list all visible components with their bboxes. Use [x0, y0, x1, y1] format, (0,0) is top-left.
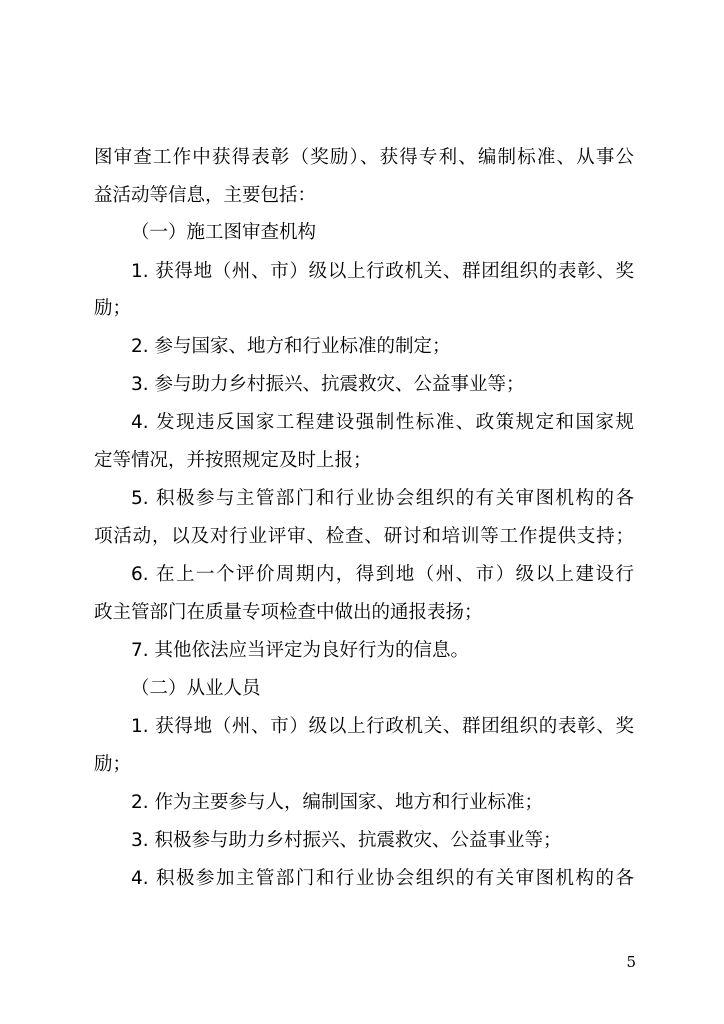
list-item: 1. 获得地（州、市）级以上行政机关、群团组织的表彰、奖: [131, 716, 634, 737]
paragraph-line: 定等情况，并按照规定及时上报；: [94, 450, 372, 471]
paragraph-line: 政主管部门在质量专项检查中做出的通报表扬；: [94, 602, 483, 623]
list-item: 4. 积极参加主管部门和行业协会组织的有关审图机构的各: [131, 868, 634, 889]
paragraph-line: 励；: [94, 298, 132, 319]
list-item: 2. 作为主要参与人，编制国家、地方和行业标准；: [131, 792, 544, 813]
list-item: 3. 积极参与助力乡村振兴、抗震救灾、公益事业等；: [131, 830, 562, 851]
paragraph-line: 益活动等信息，主要包括：: [94, 185, 317, 206]
list-item: 6. 在上一个评价周期内，得到地（州、市）级以上建设行: [131, 564, 634, 585]
list-item: 1. 获得地（州、市）级以上行政机关、群团组织的表彰、奖: [131, 261, 634, 282]
page-number: 5: [626, 953, 636, 971]
paragraph-line: 图审查工作中获得表彰（奖励）、获得专利、编制标准、从事公: [94, 147, 634, 168]
list-item: 7. 其他依法应当评定为良好行为的信息。: [131, 640, 470, 661]
list-item: 4. 发现违反国家工程建设强制性标准、政策规定和国家规: [131, 412, 634, 433]
paragraph-line: 励；: [94, 754, 132, 775]
paragraph-line: 项活动，以及对行业评审、检查、研讨和培训等工作提供支持；: [94, 526, 634, 547]
list-item: 2. 参与国家、地方和行业标准的制定；: [131, 336, 451, 357]
list-item: 3. 参与助力乡村振兴、抗震救灾、公益事业等；: [131, 374, 525, 395]
list-item: 5. 积极参与主管部门和行业协会组织的有关审图机构的各: [131, 488, 634, 509]
section-heading-institutions: （一）施工图审查机构: [131, 222, 317, 243]
section-heading-personnel: （二）从业人员: [131, 678, 261, 699]
